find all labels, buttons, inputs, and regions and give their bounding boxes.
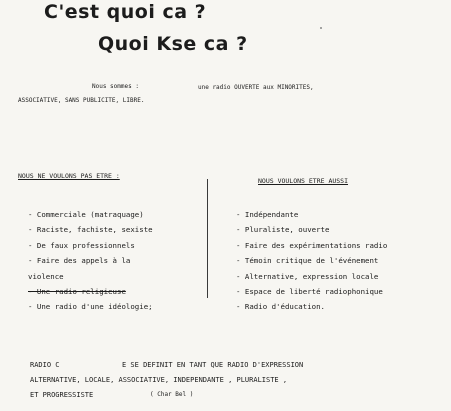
list-item: - Pluraliste, ouverte	[236, 225, 330, 235]
column-divider	[207, 179, 208, 298]
intro-text-2: ASSOCIATIVE, SANS PUBLICITE, LIBRE.	[18, 97, 145, 104]
list-item: - Raciste, fachiste, sexiste	[28, 225, 153, 235]
list-item: - Commerciale (matraquage)	[28, 210, 144, 219]
footer-line-1b: E SE DEFINIT EN TANT QUE RADIO D'EXPRESSION	[122, 361, 304, 369]
title-line-2: Quoi Kse ca ?	[98, 33, 248, 55]
list-item: - Une radio religieuse	[28, 286, 126, 296]
title-line-1: C'est quoi ca ?	[44, 1, 207, 23]
list-item: - Indépendante	[236, 210, 299, 219]
left-column-heading: NOUS NE VOULONS PAS ETRE :	[18, 172, 120, 180]
list-item: - Faire des expérimentations radio	[236, 240, 388, 250]
list-item: - De faux professionnels	[28, 240, 135, 250]
footer-line-3a: ET PROGRESSISTE	[30, 391, 94, 399]
intro-text-1: une radio OUVERTE aux MINORITES,	[198, 84, 314, 91]
list-item: violence	[28, 271, 64, 281]
footer-line-1a: RADIO C	[30, 361, 60, 369]
list-item: - Une radio d'une idéologie;	[28, 302, 153, 312]
right-list	[236, 210, 387, 318]
list-item: - Espace de liberté radiophonique	[236, 286, 383, 296]
ink-speck	[320, 27, 322, 29]
list-item: - Radio d'éducation.	[236, 302, 325, 312]
left-list	[28, 210, 153, 318]
right-column-heading: NOUS VOULONS ETRE AUSSI	[258, 177, 349, 185]
footer-line-2: ALTERNATIVE, LOCALE, ASSOCIATIVE, INDEPENDANTE , PLURALISTE ,	[30, 376, 288, 384]
list-item: - Alternative, expression locale	[236, 271, 379, 281]
list-item: - Témoin critique de l'événement	[236, 256, 379, 266]
intro-lead: Nous sommes :	[92, 83, 139, 90]
footer-signature: ( Char Bel )	[150, 391, 194, 398]
list-item: - Faire des appels à la	[28, 256, 131, 266]
